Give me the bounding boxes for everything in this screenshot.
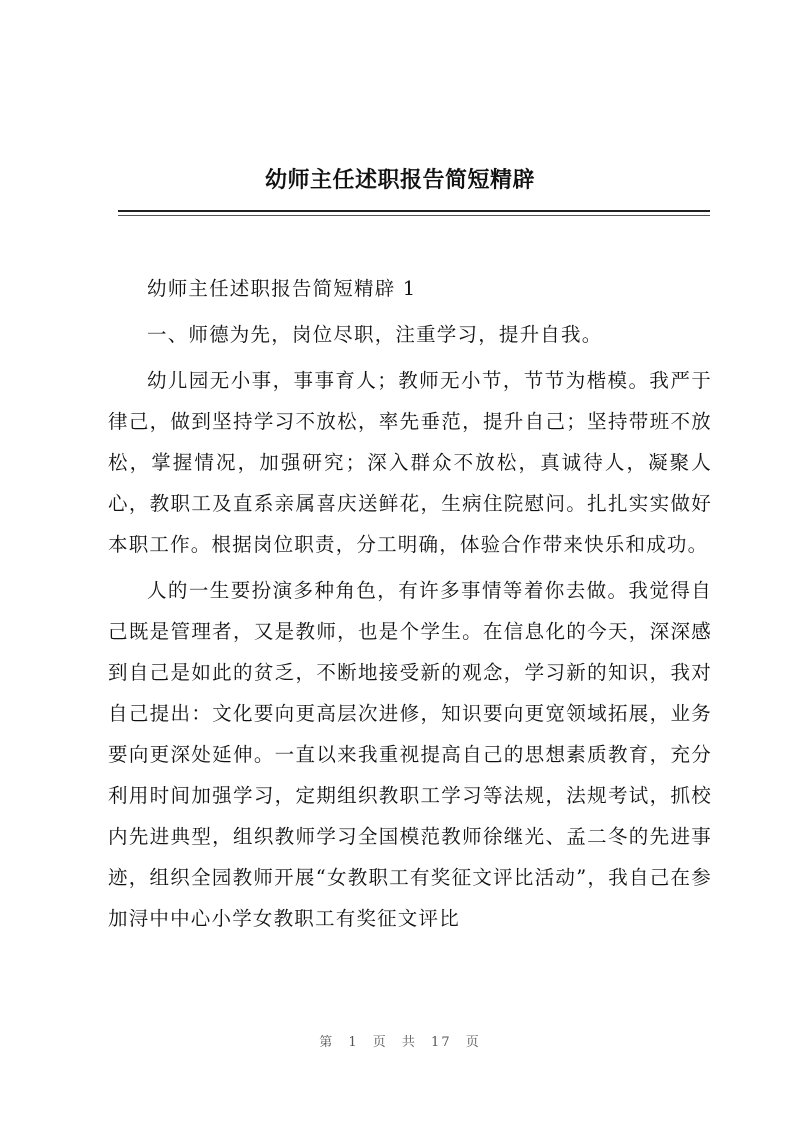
title-divider-thin	[118, 215, 710, 216]
title-divider	[118, 210, 710, 212]
paragraph: 人的一生要扮演多种角色，有许多事情等着你去做。我觉得自己既是管理者，又是教师，也是个学生。在信息化的今天，深深感到自己是如此的贫乏，不断地接受新的观念，学习新的知识，我对自己提出：文化要向更高层次进修，知识要向更宽领域拓展，业务要向更深处延伸。一直以来我重视提高自己的思想素质教育，充分利用时间加强学习，定期组织教职工学习等法规，法规考试，抓校内先进典型，组织教师学习全国模范教师徐继光、孟二冬的先进事迹，组织全园教师开展“女教职工有奖征文评比活动”，我自己在参加浔中中心小学女教职工有奖征文评比	[108, 579, 712, 930]
paragraph: 幼儿园无小事，事事育人；教师无小节，节节为楷模。我严于律己，做到坚持学习不放松，率先垂范，提升自己；坚持带班不放松，掌握情况，加强研究；深入群众不放松，真诚待人，凝聚人心，教职工及直系亲属喜庆送鲜花，生病住院慰问。扎扎实实做好本职工作。根据岗位职责，分工明确，体验合作带来快乐和成功。	[108, 369, 712, 556]
paragraph-section-heading: 一、师德为先，岗位尽职，注重学习，提升自我。	[147, 323, 603, 346]
page-number-footer: 第 1 页 共 17 页	[319, 1035, 481, 1050]
document-title: 幼师主任述职报告简短精辟	[264, 167, 535, 193]
document-body	[108, 268, 712, 944]
paragraph-heading: 幼师主任述职报告简短精辟 1	[147, 277, 417, 300]
